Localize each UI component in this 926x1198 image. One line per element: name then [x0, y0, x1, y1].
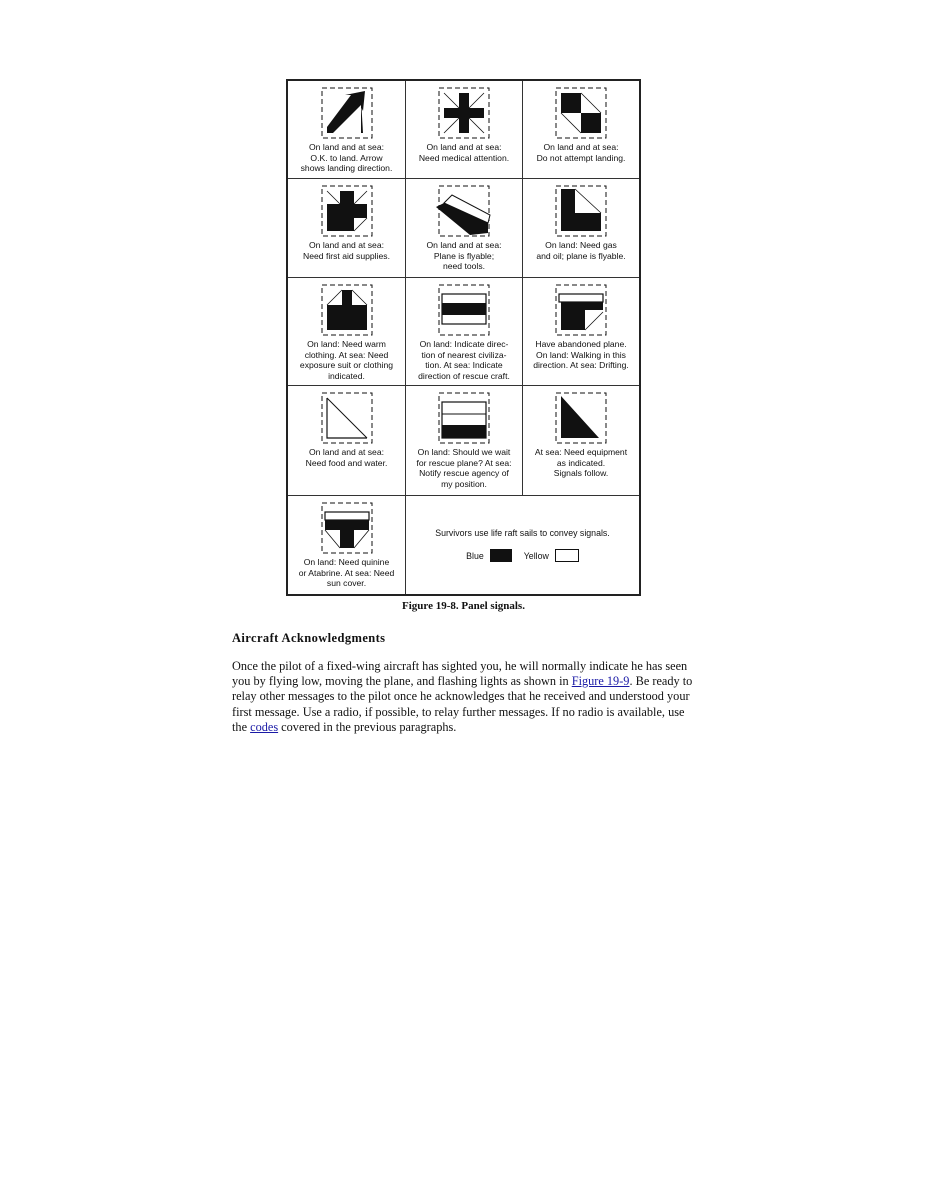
legend-yellow-label: Yellow — [523, 550, 549, 561]
diagonal-square-icon — [321, 392, 373, 444]
signal-caption: On land and at sea: Need food and water. — [305, 447, 388, 468]
direction-bar-icon — [438, 284, 490, 336]
section-heading: Aircraft Acknowledgments — [232, 631, 386, 645]
abandoned-plane-icon — [555, 284, 607, 336]
figure-19-9-link[interactable]: Figure 19-9 — [571, 674, 630, 689]
legend-title: Survivors use life raft sails to convey signals. — [435, 528, 610, 538]
legend-yellow-swatch — [555, 549, 579, 562]
signal-caption: On land and at sea: Need medical attention. — [418, 142, 510, 163]
body-paragraph — [232, 659, 702, 735]
paragraph-text: . Be ready to relay other messages to the pilot once he acknowledges that he received and understood your first message. Use a radio, if possible, to relay further messages. If no radio is available, use the — [232, 674, 693, 734]
signal-cell-ok-to-land — [288, 81, 406, 179]
signal-caption: On land: Should we wait for rescue plane? At sea: Notify rescue agency of my position. — [416, 447, 512, 489]
signal-cell-need-tools — [406, 179, 523, 278]
tilted-panel-icon — [434, 185, 494, 237]
signal-cell-indicate-direction — [406, 278, 523, 386]
panel-signals-figure — [286, 79, 641, 596]
legend-cell — [406, 496, 639, 594]
ok-to-land-arrow-icon — [321, 87, 373, 139]
signal-caption: On land and at sea: Do not attempt landing. — [536, 142, 626, 163]
signal-caption: On land: Need gas and oil; plane is flyable. — [536, 240, 626, 261]
black-triangle-icon — [555, 392, 607, 444]
legend-row — [466, 549, 579, 562]
codes-link[interactable]: codes — [250, 719, 279, 734]
signal-caption: On land and at sea: Plane is flyable; need tools. — [426, 240, 502, 272]
signal-cell-wait-rescue — [406, 386, 523, 496]
signal-caption: On land and at sea: Need first aid supplies. — [303, 240, 390, 261]
signal-cell-warm-clothing — [288, 278, 406, 386]
t-shape-icon — [321, 502, 373, 554]
signal-cell-gas-oil — [523, 179, 639, 278]
checkered-square-icon — [555, 87, 607, 139]
gas-oil-l-shape-icon — [555, 185, 607, 237]
legend-blue-swatch — [490, 549, 512, 562]
signal-cell-abandoned-plane — [523, 278, 639, 386]
signal-cell-quinine — [288, 496, 406, 594]
first-aid-cross-icon — [321, 185, 373, 237]
signal-caption: On land: Need quinine or Atabrine. At sea: Need sun cover. — [298, 557, 395, 589]
legend-blue-label: Blue — [466, 550, 484, 561]
signal-caption: On land and at sea: O.K. to land. Arrow shows landing direction. — [300, 142, 393, 174]
wait-for-rescue-icon — [438, 392, 490, 444]
signal-caption: Have abandoned plane. On land: Walking in this direction. At sea: Drifting. — [533, 339, 629, 371]
signal-cell-medical-attention — [406, 81, 523, 179]
signal-cell-food-water — [288, 386, 406, 496]
paragraph-text: covered in the previous paragraphs. — [278, 719, 457, 734]
signal-cell-first-aid — [288, 179, 406, 278]
paragraph-text: Once the pilot of a fixed-wing aircraft has sighted you, he will normally indicate he has seen you by flying low, moving the plane, and flashing lights as shown in — [232, 659, 688, 689]
signal-caption: On land: Need warm clothing. At sea: Need exposure suit or clothing indicated. — [299, 339, 394, 381]
signal-caption: At sea: Need equipment as indicated. Signals follow. — [534, 447, 628, 479]
signal-caption: On land: Indicate direc- tion of nearest civiliza- tion. At sea: Indicate direction of rescue craft. — [418, 339, 510, 381]
figure-caption: Figure 19-8. Panel signals. — [402, 600, 525, 612]
signal-cell-do-not-land — [523, 81, 639, 179]
medical-cross-icon — [438, 87, 490, 139]
signal-cell-need-equipment — [523, 386, 639, 496]
warm-clothing-icon — [321, 284, 373, 336]
